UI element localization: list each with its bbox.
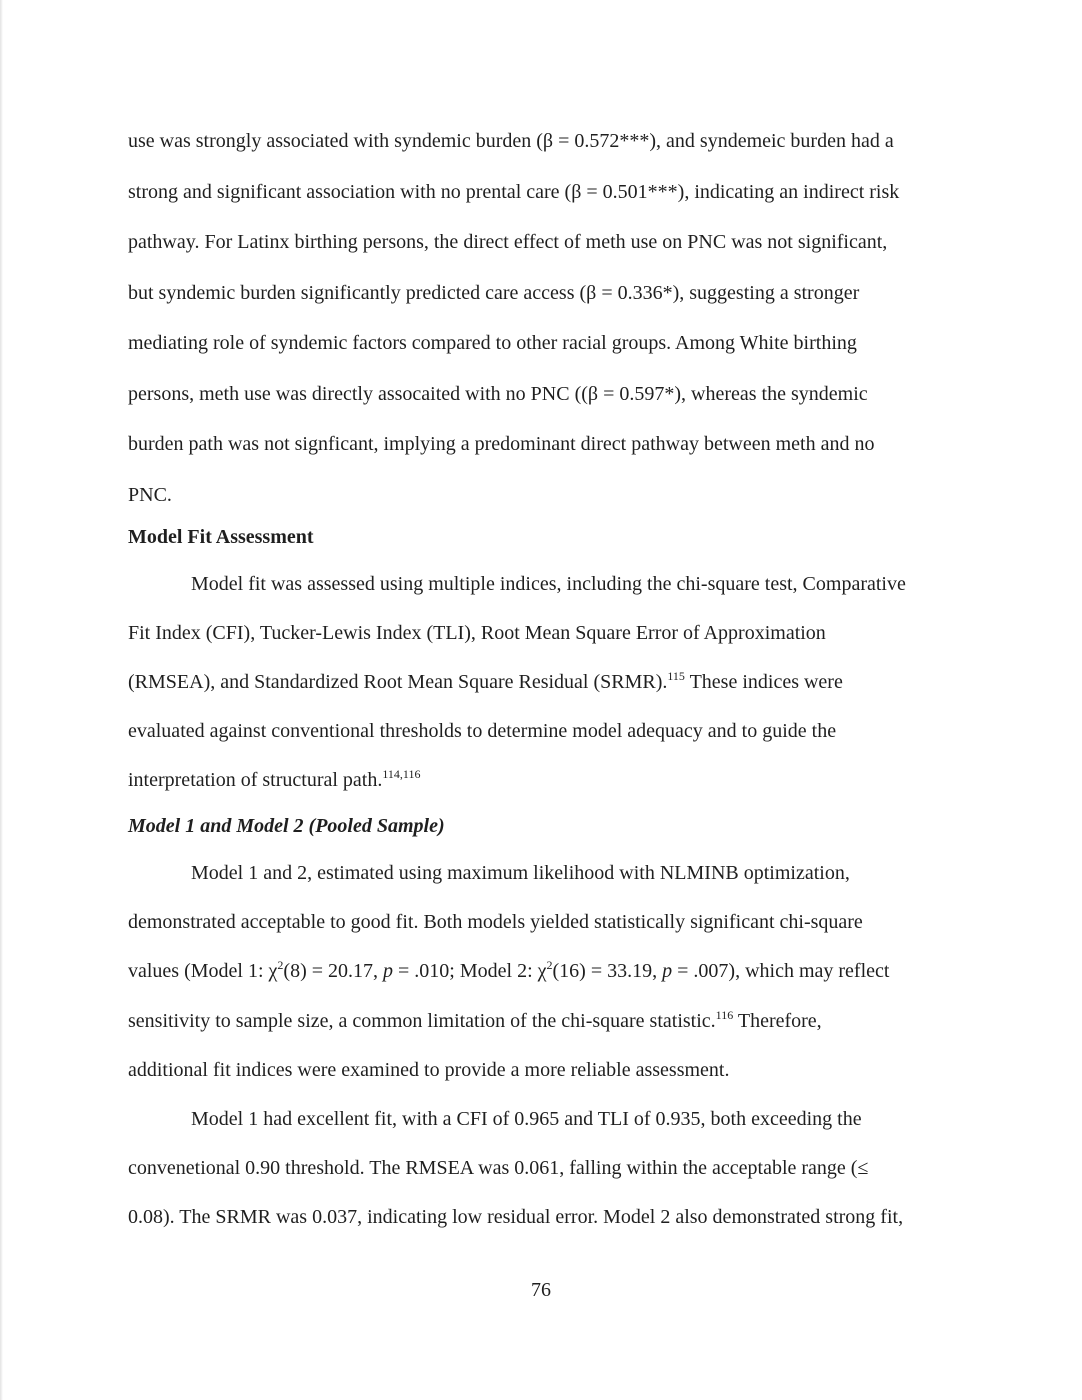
p-value-symbol: p	[662, 959, 673, 982]
text-segment: (8) = 20.17,	[283, 959, 384, 982]
text-segment: Model 1 and 2, estimated using maximum likelihood with NLMINB optimization,	[191, 861, 850, 884]
text-line	[128, 947, 958, 997]
page-edge-shadow	[0, 0, 3, 1400]
text-line: 0.08). The SRMR was 0.037, indicating low residual error. Model 2 also demonstrated strong fit,	[128, 1205, 904, 1228]
text-line	[128, 849, 958, 898]
text-line	[128, 560, 958, 609]
citation-superscript: 115	[667, 668, 685, 683]
text-segment: Model fit was assessed using multiple indices, including the chi-square test, Comparative	[191, 572, 906, 595]
text-line	[128, 898, 958, 947]
text-line: PNC.	[128, 483, 172, 506]
exponent-superscript: 2	[546, 957, 553, 972]
text-segment: values (Model 1: χ	[128, 959, 278, 982]
text-line: Model 1 had excellent fit, with a CFI of 0.965 and TLI of 0.935, both exceeding the	[191, 1107, 862, 1130]
p-value-symbol: p	[383, 959, 394, 982]
page-number: 76	[531, 1279, 551, 1301]
text-line: use was strongly associated with syndemic burden (β = 0.572***), and syndemeic burden had a	[128, 130, 894, 152]
text-line	[128, 756, 958, 803]
text-segment: These indices were	[684, 670, 843, 693]
citation-superscript: 114,116	[382, 766, 421, 781]
text-segment: interpretation of structural path.	[128, 768, 383, 791]
text-segment: additional fit indices were examined to provide a more reliable assessment.	[128, 1058, 730, 1081]
text-line	[128, 707, 958, 756]
citation-superscript: 116	[715, 1007, 734, 1022]
text-line: strong and significant association with no prental care (β = 0.501***), indicating an indirect risk	[128, 180, 900, 203]
text-segment: Fit Index (CFI), Tucker-Lewis Index (TLI), Root Mean Square Error of Approximation	[128, 621, 826, 644]
text-segment: = .007), which may reflect	[672, 959, 890, 982]
body-text	[128, 116, 958, 1242]
text-line: convenetional 0.90 threshold. The RMSEA was 0.061, falling within the acceptable range (≤	[128, 1156, 869, 1179]
text-line: pathway. For Latinx birthing persons, the direct effect of meth use on PNC was not significant,	[128, 231, 888, 253]
subsection-heading-pooled-sample: Model 1 and Model 2 (Pooled Sample)	[128, 814, 445, 837]
exponent-superscript: 2	[277, 957, 284, 972]
text-segment: = .010; Model 2: χ	[393, 959, 547, 982]
text-line: but syndemic burden significantly predicted care access (β = 0.336*), suggesting a stronger	[128, 281, 860, 304]
text-segment: (16) = 33.19,	[552, 959, 663, 982]
text-line	[128, 997, 958, 1046]
section-heading-model-fit: Model Fit Assessment	[128, 525, 314, 548]
text-line: mediating role of syndemic factors compared to other racial groups. Among White birthing	[128, 332, 857, 354]
text-line	[128, 658, 958, 707]
text-segment: evaluated against conventional thresholds to determine model adequacy and to guide the	[128, 719, 837, 742]
text-line	[128, 609, 958, 658]
text-segment: (RMSEA), and Standardized Root Mean Square Residual (SRMR).	[128, 670, 668, 693]
text-line: persons, meth use was directly assocaited with no PNC ((β = 0.597*), whereas the syndemic	[128, 382, 868, 405]
text-line	[128, 1046, 958, 1095]
text-segment: sensitivity to sample size, a common limitation of the chi-square statistic.	[128, 1009, 716, 1032]
text-segment: Therefore,	[733, 1009, 822, 1032]
text-line: burden path was not signficant, implying a predominant direct pathway between meth and no	[128, 433, 875, 455]
text-segment: demonstrated acceptable to good fit. Both models yielded statistically significant chi-square	[128, 910, 863, 933]
